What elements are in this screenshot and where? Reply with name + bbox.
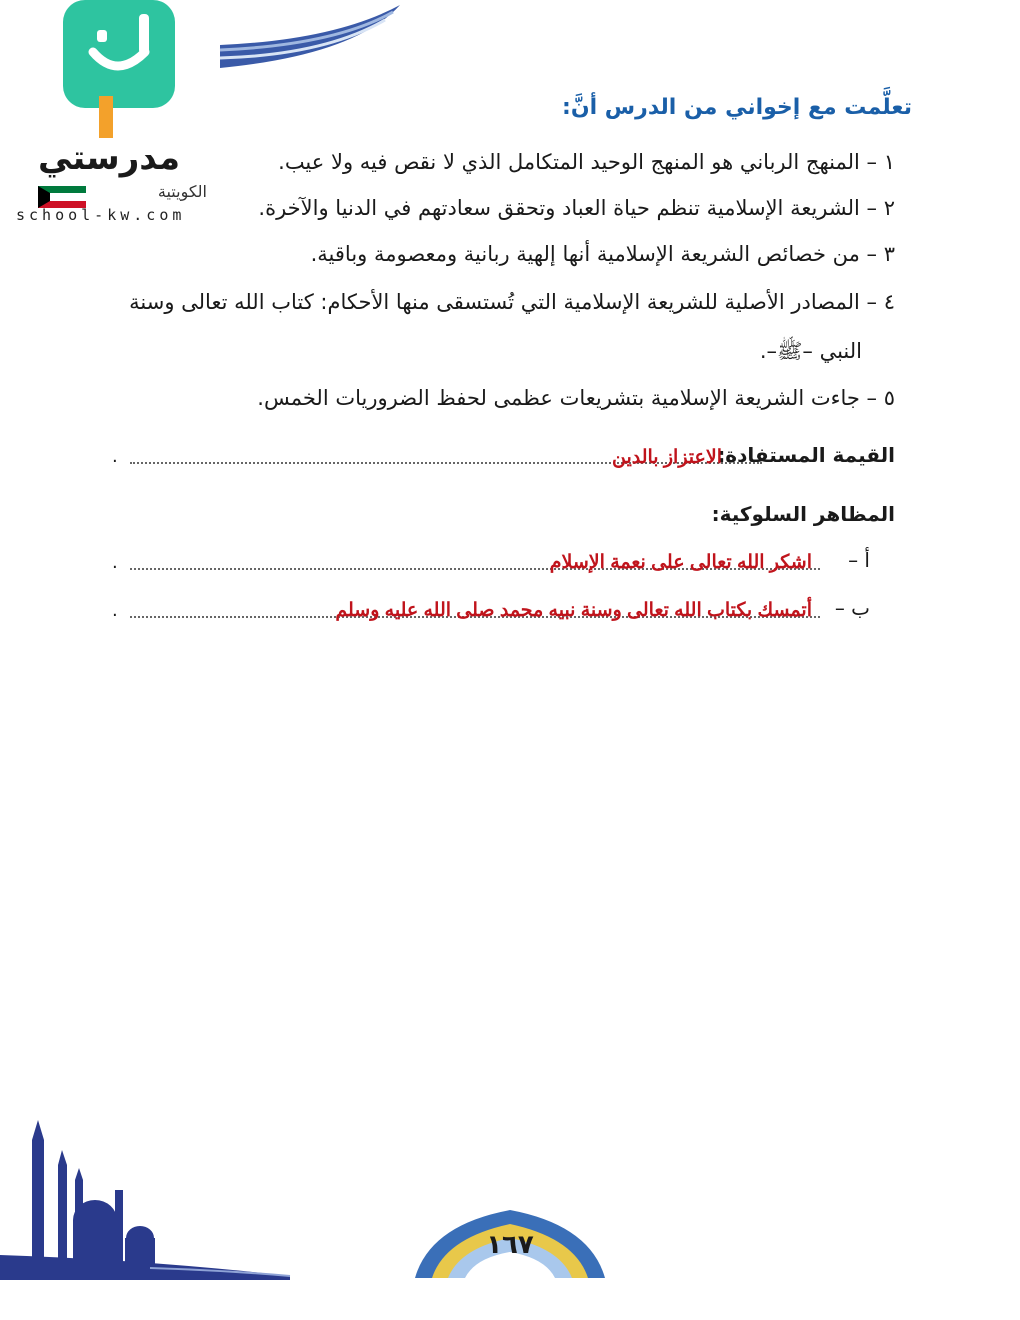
- lesson-point-3: ٣ – من خصائص الشريعة الإسلامية أنها إلهية ربانية ومعصومة وباقية.: [310, 242, 895, 266]
- lesson-heading: تعلَّمت مع إخواني من الدرس أنَّ:: [562, 95, 912, 120]
- value-end-dot: .: [112, 446, 118, 467]
- logo-book-icon: [55, 0, 185, 140]
- kuwait-flag-icon: [38, 186, 86, 208]
- mosque-skyline-icon: [0, 1110, 300, 1280]
- page-number: ١٦٧: [486, 1230, 534, 1260]
- behavior-b-answer: أتمسك بكتاب الله تعالى وسنة نبيه محمد صلى الله عليه وسلم: [335, 600, 812, 621]
- behavior-a-end-dot: .: [112, 552, 118, 573]
- value-label: القيمة المستفادة:: [717, 443, 895, 467]
- lesson-point-1: ١ – المنهج الرباني هو المنهج الوحيد المتكامل الذي لا نقص فيه ولا عيب.: [278, 150, 895, 174]
- header-swoosh: [215, 0, 405, 75]
- behavior-a-answer: اشكر الله تعالى على نعمة الإسلام: [549, 552, 812, 573]
- behavior-b-marker: ب –: [834, 596, 870, 620]
- logo-subtitle: الكويتية: [157, 182, 207, 201]
- logo-brand: مدرستي: [38, 138, 180, 178]
- lesson-point-2: ٢ – الشريعة الإسلامية تنظم حياة العباد وتحقق سعادتهم في الدنيا والآخرة.: [258, 196, 895, 220]
- behavior-b-end-dot: .: [112, 600, 118, 621]
- lesson-point-4: ٤ – المصادر الأصلية للشريعة الإسلامية التي تُستسقى منها الأحكام: كتاب الله تعالى وسنة: [129, 290, 895, 314]
- behavior-a-marker: أ –: [848, 548, 870, 572]
- logo: [10, 0, 225, 230]
- value-answer: الاعتزاز بالدين: [612, 447, 722, 468]
- behaviors-label: المظاهر السلوكية:: [711, 502, 895, 526]
- lesson-point-4-cont: النبي –ﷺ–.: [759, 339, 862, 363]
- logo-site: school-kw.com: [16, 206, 186, 224]
- lesson-point-5: ٥ – جاءت الشريعة الإسلامية بتشريعات عظمى لحفظ الضروريات الخمس.: [257, 386, 895, 410]
